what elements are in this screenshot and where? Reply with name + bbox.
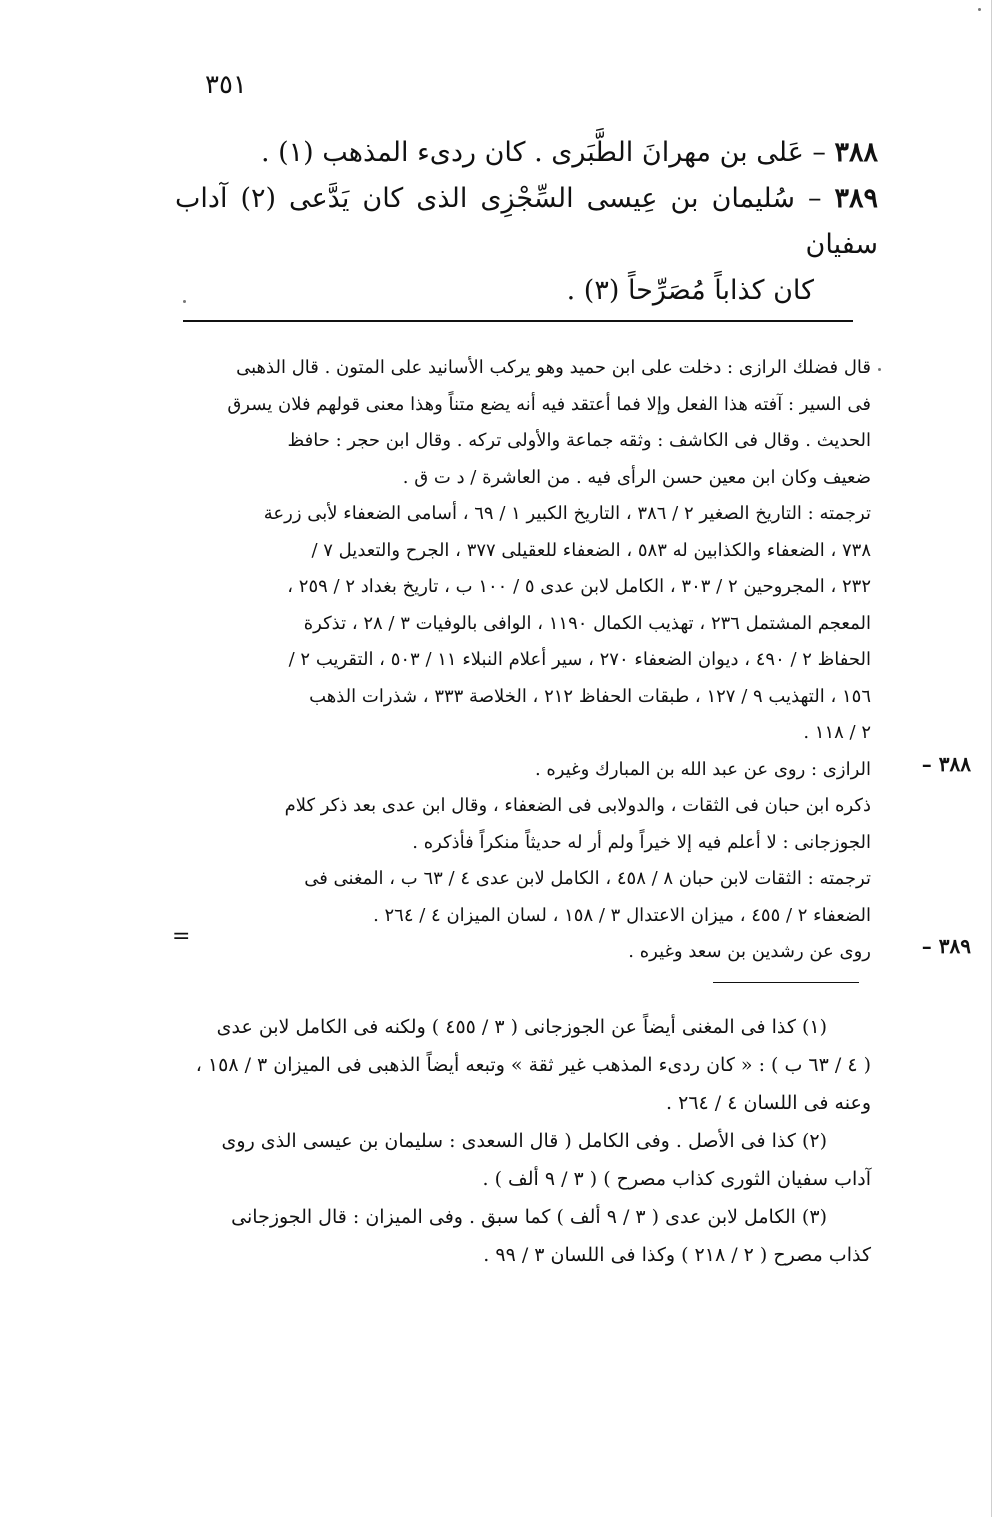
note-line: ٢٣٢ ، المجروحين ٢ / ٣٠٣ ، الكامل لابن عدى ٥ / ١٠٠ ب ، تاريخ بغداد ٢ / ٢٥٩ ، (287, 576, 871, 597)
note-line: ضعيف وكان ابن معين حسن الرأى فيه . من العاشرة / د ت ق . (402, 466, 871, 488)
note-line: الجوزجانى : لا أعلم فيه إلا خيراً ولم أر له حديثاً منكراً فأذكره . (412, 831, 871, 853)
note-line: ترجمته : التاريخ الصغير ٢ / ٣٨٦ ، التاريخ الكبير ١ / ٦٩ ، أسامى الضعفاء لأبى زرعة (263, 503, 871, 524)
note-line: ١٥٦ ، التهذيب ٩ / ١٢٧ ، طبقات الحفاظ ٢١٢ ، الخلاصة ٣٣٣ ، شذرات الذهب (309, 685, 871, 707)
footnote-2 (170, 1122, 871, 1198)
entry-text: – عَلى بن مهرانَ الطَّبَرى . كان ردىء المذهب (١) . (260, 137, 826, 168)
footnote-line: وعنه فى اللسان ٤ / ٢٦٤ . (666, 1092, 871, 1114)
note-entry-number: ٣٨٩ – (921, 934, 971, 958)
footnote-line: ( ٤ / ٦٣ ب ) : « كان ردىء المذهب غير ثقة » وتبعه أيضاً الذهبى فى الميزان ٣ / ١٥٨ ، (195, 1054, 871, 1076)
page-number: ٣٥١ (205, 70, 247, 100)
biographical-notes (170, 350, 971, 971)
footnote-line: آداب سفيان الثورى كذاب مصرح ) ( ٣ / ٩ ألف ) . (482, 1168, 871, 1190)
note-line: ذكره ابن حبان فى الثقات ، والدولابى فى الضعفاء ، وقال ابن عدى بعد ذكر كلام (284, 795, 871, 816)
footnote-line: (١) كذا فى المغنى أيضاً عن الجوزجانى ( ٣ / ٤٥٥ ) ولكنه فى الكامل لابن عدى (216, 1016, 827, 1038)
note-entry-388 (170, 751, 971, 935)
note-entry-389 (170, 934, 971, 971)
note-line: المعجم المشتمل ٢٣٦ ، تهذيب الكمال ١١٩٠ ، الوافى بالوفيات ٣ / ٢٨ ، تذكرة (303, 612, 871, 634)
note-line: ٧٣٨ ، الضعفاء والكذابين له ٥٨٣ ، الضعفاء للعقيلى ٣٧٧ ، الجرح والتعديل ٧ / (311, 539, 871, 561)
note-line: روى عن رشدين بن سعد وغيره . (628, 941, 871, 962)
note-line: الحديث . وقال فى الكاشف : وثقه جماعة والأولى تركه . وقال ابن حجر : حافظ (287, 430, 871, 451)
note-line: الضعفاء ٢ / ٤٥٥ ، ميزان الاعتدال ٣ / ١٥٨ ، لسان الميزان ٤ / ٢٦٤ . (373, 904, 871, 926)
footnote-line: كذاب مصرح ( ٢ / ٢١٨ ) وكذا فى اللسان ٣ / ٩٩ . (483, 1244, 871, 1266)
continuation-mark: = (172, 924, 191, 949)
entry-text: – سُليمان بن عِيسى السِّجْزِى الذى كان يَدَّعى (٢) آداب سفيان (175, 183, 878, 260)
page-edge-line (991, 0, 992, 1517)
note-line: ٢ / ١١٨ . (803, 722, 871, 743)
note-line: الحفاظ ٢ / ٤٩٠ ، ديوان الضعفاء ٢٧٠ ، سير أعلام النبلاء ١١ / ٥٠٣ ، التقريب ٢ / (288, 649, 871, 670)
footnotes (170, 1008, 871, 1274)
footnote-line: (٢) كذا فى الأصل . وفى الكامل ( قال السعدى : سليمان بن عيسى الذى روى (221, 1130, 827, 1152)
main-entry-389 (175, 176, 878, 268)
entry-number: ٣٨٩ (834, 183, 878, 214)
footnote-divider-rule (713, 982, 859, 983)
note-line: قال فضلك الرازى : دخلت على ابن حميد وهو يركب الأسانيد على المتون . قال الذهبى (236, 357, 871, 378)
main-divider-rule (183, 320, 853, 322)
entry-number: ٣٨٨ (834, 137, 878, 168)
footnote-3 (170, 1198, 871, 1274)
note-line: ترجمته : الثقات لابن حبان ٨ / ٤٥٨ ، الكامل لابن عدى ٤ / ٦٣ ب ، المغنى فى (304, 868, 871, 889)
note-line: فى السير : آفته هذا الفعل وإلا فما أعتقد فيه أنه يضع متناً وهذا معنى قولهم فلان يسرق (227, 393, 871, 415)
scan-speck (878, 368, 881, 371)
main-text (175, 130, 878, 314)
note-line: الرازى : روى عن عبد الله بن المبارك وغيره . (534, 758, 871, 780)
footnote-line: (٣) الكامل لابن عدى ( ٣ / ٩ ألف ) كما سبق . وفى الميزان : قال الجوزجانى (231, 1206, 827, 1228)
footnote-1 (170, 1008, 871, 1122)
scan-speck (978, 8, 981, 11)
main-entry-389-continuation: كان كذاباً مُصَرِّحاً (٣) . (566, 275, 814, 306)
main-entry-388 (175, 130, 878, 176)
note-entry-number: ٣٨٨ – (921, 751, 971, 776)
